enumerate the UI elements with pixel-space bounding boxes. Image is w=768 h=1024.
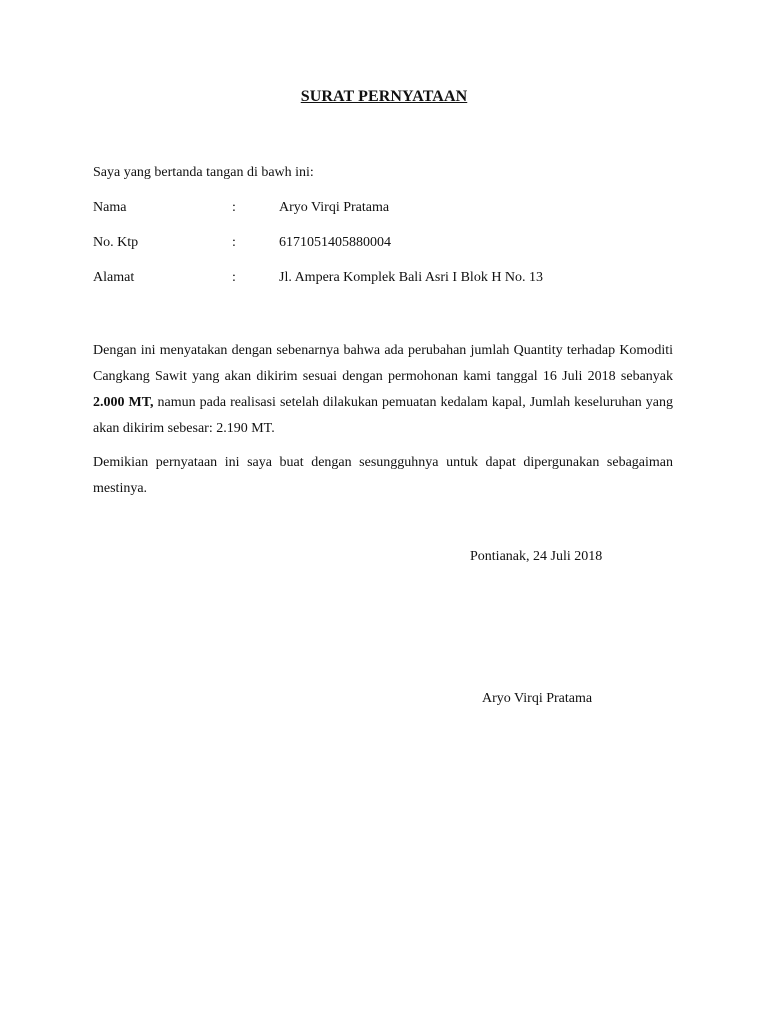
closing-paragraph: Demikian pernyataan ini saya buat dengan sesungguhnya untuk dapat dipergunakan sebagaiman mestinya. (93, 455, 673, 496)
signer-name: Aryo Virqi Pratama (482, 691, 593, 706)
document-title: SURAT PERNYATAAN (300, 88, 468, 105)
statement-text-part-2: namun pada realisasi setelah dilakukan pemuatan kedalam kapal, Jumlah keseluruhan yang akan dikirim sebesar: 2.190 MT. (93, 395, 674, 436)
field-label-name: Nama (93, 200, 127, 215)
statement-paragraph (93, 338, 673, 442)
field-colon-address: : (232, 270, 236, 285)
place-date: Pontianak, 24 Juli 2018 (470, 549, 603, 564)
field-row-ktp (93, 234, 693, 254)
intro-text: Saya yang bertanda tangan di bawh ini: (93, 165, 314, 180)
statement-text-part-1: Dengan ini menyatakan dengan sebenarnya bahwa ada perubahan jumlah Quantity terhadap Komoditi Cangkang Sawit yang akan dikirim sesuai dengan permohonan kami tanggal 16 Juli 2018 sebanyak (93, 343, 673, 384)
field-value-name: Aryo Virqi Pratama (279, 200, 390, 215)
field-label-address: Alamat (93, 270, 135, 285)
field-colon-name: : (232, 200, 236, 215)
field-row-name (93, 199, 693, 219)
field-value-ktp: 6171051405880004 (279, 235, 391, 250)
statement-quantity-bold: 2.000 MT, (93, 395, 154, 410)
field-colon-ktp: : (232, 235, 236, 250)
field-label-ktp: No. Ktp (93, 235, 139, 250)
field-value-address: Jl. Ampera Komplek Bali Asri I Blok H No. 13 (279, 270, 544, 285)
field-row-address (93, 269, 693, 289)
